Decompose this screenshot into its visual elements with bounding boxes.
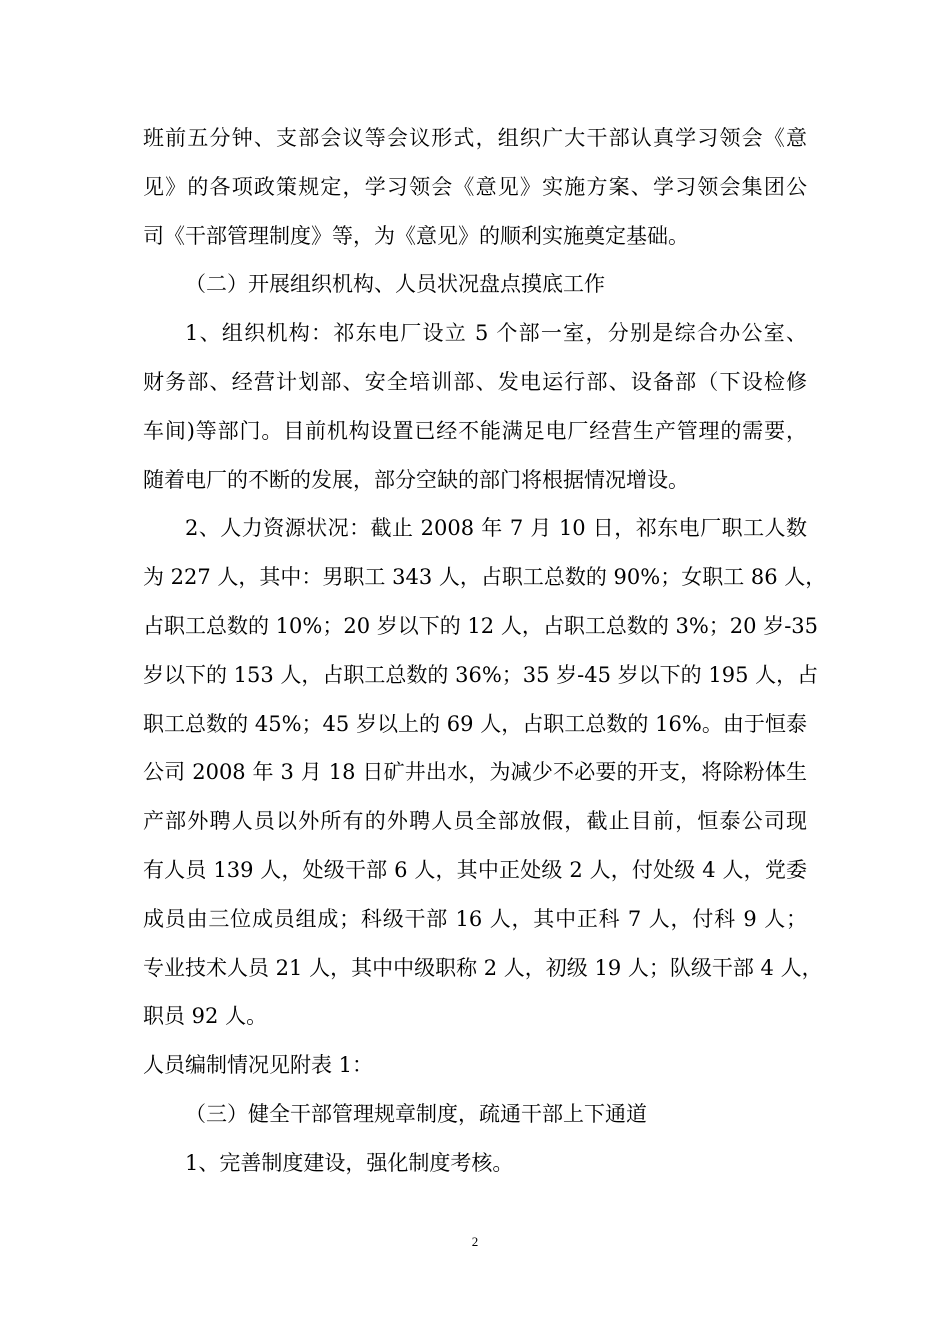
text-line: 1、组织机构：祁东电厂设立 5 个部一室，分别是综合办公室、	[185, 321, 807, 346]
text-line: 车间)等部门。目前机构设置已经不能满足电厂经营生产管理的需要，	[143, 418, 807, 443]
text-line: 见》的各项政策规定，学习领会《意见》实施方案、学习领会集团公	[143, 174, 807, 199]
text-line: 司《干部管理制度》等，为《意见》的顺利实施奠定基础。	[143, 223, 689, 248]
text-line: 财务部、经营计划部、安全培训部、发电运行部、设备部（下设检修	[143, 369, 807, 394]
text-line: 产部外聘人员以外所有的外聘人员全部放假，截止目前，恒泰公司现	[143, 809, 807, 834]
text-line: 成员由三位成员组成；科级干部 16 人，其中正科 7 人，付科 9 人；	[143, 906, 807, 931]
text-line: 职员 92 人。	[143, 1004, 268, 1029]
text-line: 班前五分钟、支部会议等会议形式，组织广大干部认真学习领会《意	[143, 126, 807, 150]
document-body	[143, 114, 827, 1188]
text-line: 2、人力资源状况：截止 2008 年 7 月 10 日，祁东电厂职工人数	[185, 516, 807, 541]
text-line: 职工总数的 45%；45 岁以上的 69 人，占职工总数的 16%。由于恒泰	[143, 711, 807, 736]
text-line: 随着电厂的不断的发展，部分空缺的部门将根据情况增设。	[143, 467, 689, 492]
text-line: （三）健全干部管理规章制度，疏通干部上下通道	[185, 1101, 647, 1126]
text-line: 有人员 139 人，处级干部 6 人，其中正处级 2 人，付处级 4 人，党委	[143, 857, 807, 882]
text-line: 占职工总数的 10%；20 岁以下的 12 人，占职工总数的 3%；20 岁-35	[143, 613, 819, 638]
page-number: 2	[471, 1234, 479, 1249]
text-line: 专业技术人员 21 人，其中中级职称 2 人，初级 19 人；队级干部 4 人，	[143, 955, 823, 980]
text-line: 岁以下的 153 人，占职工总数的 36%；35 岁-45 岁以下的 195 人，占	[143, 662, 819, 687]
text-line: 人员编制情况见附表 1：	[143, 1053, 374, 1078]
text-line: 为 227 人，其中：男职工 343 人，占职工总数的 90%；女职工 86 人，	[143, 565, 827, 590]
text-line: 公司 2008 年 3 月 18 日矿井出水，为减少不必要的开支，将除粉体生	[143, 760, 807, 785]
text-line: （二）开展组织机构、人员状况盘点摸底工作	[185, 272, 605, 297]
text-line: 1、完善制度建设，强化制度考核。	[185, 1150, 514, 1175]
